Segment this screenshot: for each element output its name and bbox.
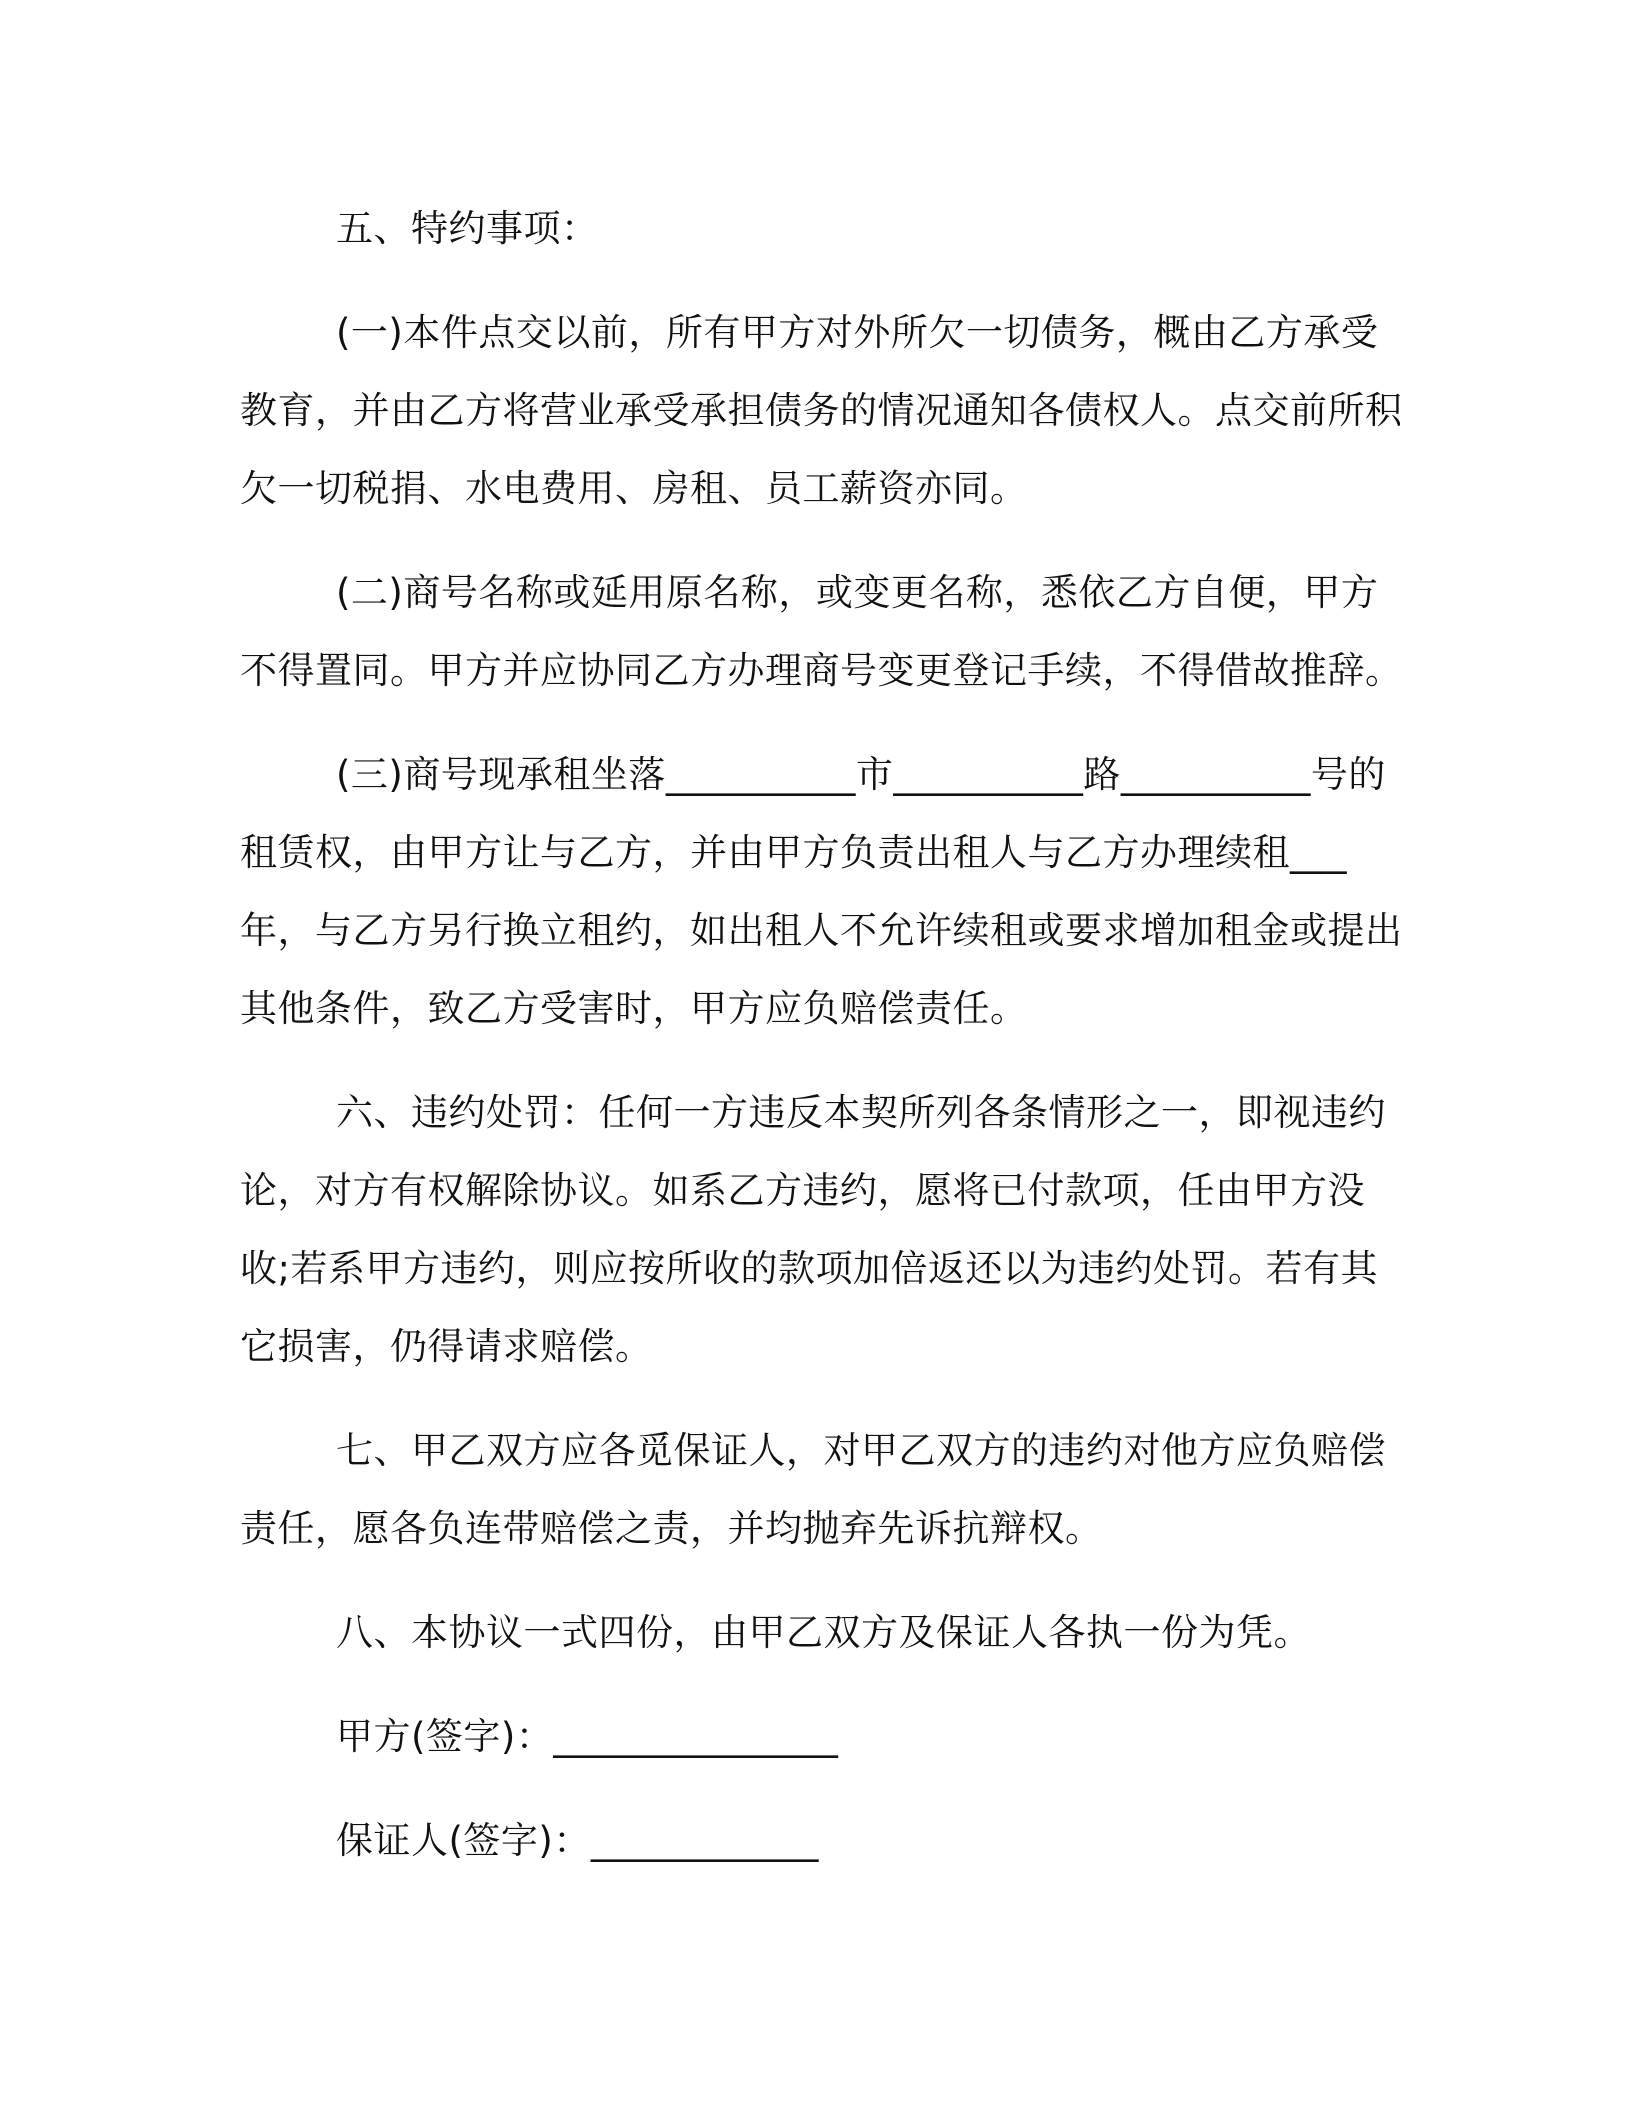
section-5-title: 五、特约事项： (336, 207, 599, 250)
guarantor-signature-line: 保证人(签字)：____________ (336, 1819, 819, 1862)
section-6-penalty: 六、违约处罚：任何一方违反本契所列各条情形之一，即视违约论，对方有权解除协议。如系乙方违约，愿将已付款项，任由甲方没收;若系甲方违约，则应按所收的款项加倍返还以为违约处罚。若有其它损害，仍得请求赔偿。 (240, 1091, 1386, 1368)
document-body (240, 190, 1410, 1880)
section-7-guarantor: 七、甲乙双方应各觅保证人，对甲乙双方的违约对他方应负赔偿责任，愿各负连带赔偿之责，并均抛弃先诉抗辩权。 (240, 1429, 1386, 1550)
clause-5-3: (三)商号现承租坐落__________市__________路__________号的租赁权，由甲方让与乙方，并由甲方负责出租人与乙方办理续租___年，与乙方另行换立租约，如出租人不允许续租或要求增加租金或提出其他条件，致乙方受害时，甲方应负赔偿责任。 (240, 753, 1403, 1030)
party-a-signature-line: 甲方(签字)：_______________ (336, 1715, 839, 1758)
clause-5-1: (一)本件点交以前，所有甲方对外所欠一切债务，概由乙方承受教育，并由乙方将营业承受承担债务的情况通知各债权人。点交前所积欠一切税捐、水电费用、房租、员工薪资亦同。 (240, 311, 1403, 510)
clause-5-2: (二)商号名称或延用原名称，或变更名称，悉依乙方自便，甲方不得置同。甲方并应协同乙方办理商号变更登记手续，不得借故推辞。 (240, 571, 1403, 692)
section-8-copies: 八、本协议一式四份，由甲乙双方及保证人各执一份为凭。 (336, 1611, 1311, 1654)
